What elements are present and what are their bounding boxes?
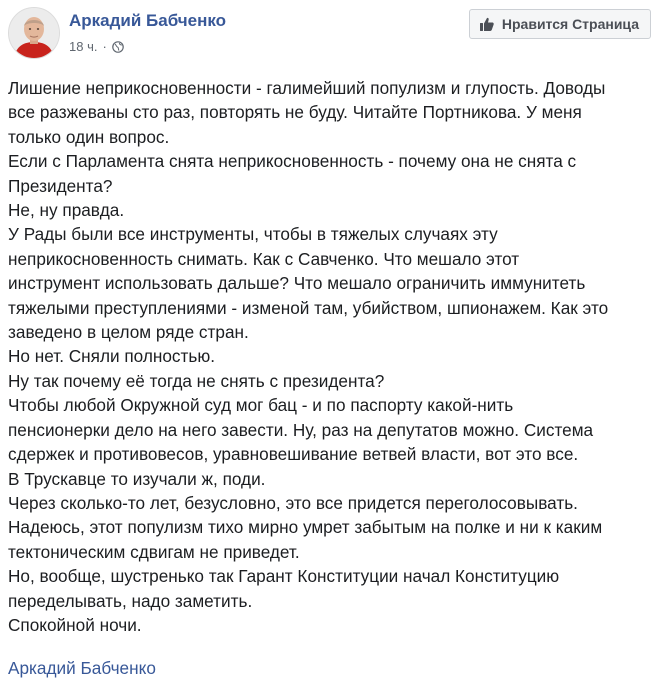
post-line: Надеюсь, этот популизм тихо мирно умрет забытым на полке и ни к каким xyxy=(8,517,603,538)
post-line: тектоническим сдвигам не приведет. xyxy=(8,541,300,562)
post-line: заведено в целом ряде стран. xyxy=(8,322,249,343)
like-page-label: Нравится Страница xyxy=(501,16,639,32)
post-line: Ну так почему её тогда не снять с президента? xyxy=(8,370,385,391)
globe-icon[interactable] xyxy=(112,41,124,53)
post-line: Но нет. Сняли полностью. xyxy=(8,346,216,367)
post-line: У Рады были все инструменты, чтобы в тяжелых случаях эту xyxy=(8,224,498,245)
post-line: пенсионерки дело на него завести. Ну, раз на депутатов можно. Система xyxy=(8,419,594,440)
post-header xyxy=(8,7,651,61)
post-line: Не, ну правда. xyxy=(8,200,125,221)
post-line: Через сколько-то лет, безусловно, это все придется переголосовывать. xyxy=(8,492,578,513)
post-line: тяжелыми преступлениями - изменой там, убийством, шпионажем. Как это xyxy=(8,297,609,318)
author-name-link[interactable]: Аркадий Бабченко xyxy=(69,11,227,30)
post-line: Лишение неприкосновенности - галимейший популизм и глупость. Доводы xyxy=(8,78,606,98)
post-line: переделывать, надо заметить. xyxy=(8,590,253,611)
post-line: только один вопрос. xyxy=(8,126,170,147)
post-line: Чтобы любой Окружной суд мог бац - и по паспорту какой-нить xyxy=(8,395,514,416)
post-line: Спокойной ночи. xyxy=(8,614,142,635)
author-avatar[interactable] xyxy=(8,7,60,59)
post-line: Если с Парламента снята неприкосновенность - почему она не снята с xyxy=(8,151,577,172)
like-page-button[interactable] xyxy=(469,9,651,39)
post-line: В Трускавце то изучали ж, поди. xyxy=(8,468,266,489)
thumbs-up-icon xyxy=(479,16,495,32)
post-timestamp[interactable]: 18 ч. xyxy=(69,39,98,54)
post-line: Президента? xyxy=(8,175,113,196)
meta-separator: · xyxy=(102,39,107,54)
post-line: неприкосновенность снимать. Как с Савченко. Что мешало этот xyxy=(8,248,520,269)
post-body xyxy=(8,76,653,637)
avatar-portrait-icon xyxy=(9,8,59,58)
post-meta xyxy=(69,39,124,54)
post-line: все разжеваны сто раз, повторять не буду. Читайте Портникова. У меня xyxy=(8,102,582,123)
signature-author-link[interactable]: Аркадий Бабченко xyxy=(8,658,156,678)
post-line: Но, вообще, шустренько так Гарант Конституции начал Конституцию xyxy=(8,566,560,587)
post-line: инструмент использовать дальше? Что мешало ограничить иммунитеть xyxy=(8,273,586,294)
post-line: сдержек и противовесов, уравновешивание ветвей власти, вот это все. xyxy=(8,444,579,465)
